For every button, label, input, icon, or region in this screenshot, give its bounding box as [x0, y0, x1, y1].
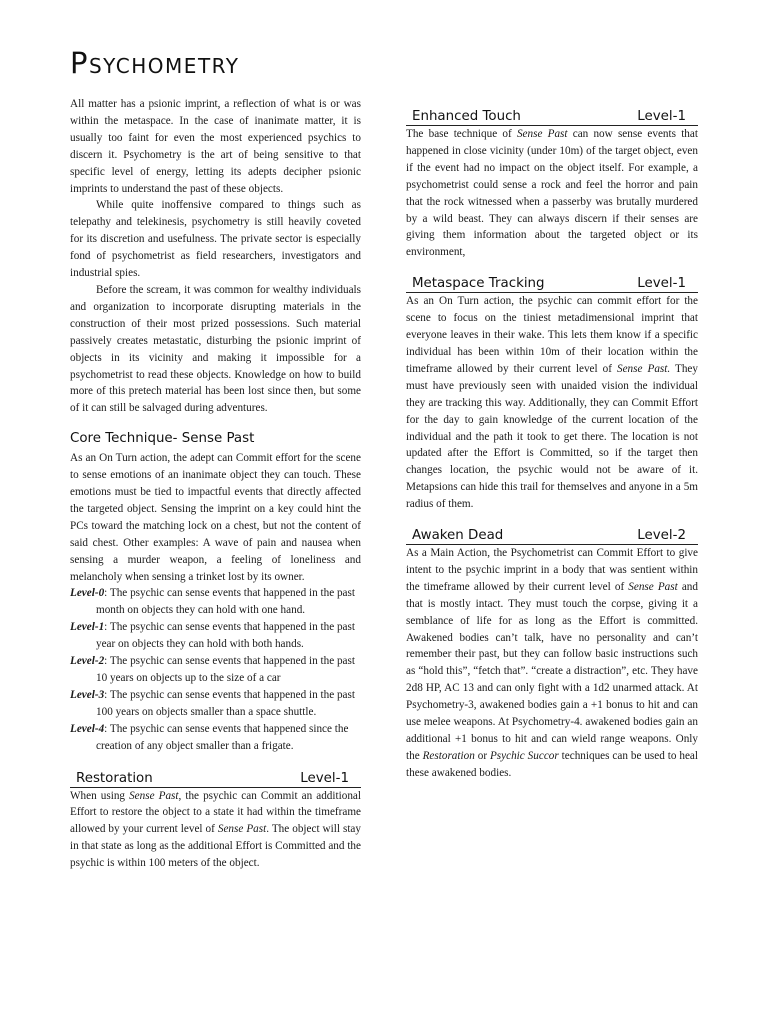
level-0-text: : The psychic can sense events that happened in the past month on objects they can hold with one hand.: [96, 587, 355, 617]
awaken-dead-emphasis-3: Psychic Succor: [489, 749, 559, 762]
restoration-emphasis-2: Sense Past: [217, 823, 267, 836]
restoration-text-2: , the psychic can Commit an additional Effort to restore the object to a state it had within the timeframe allowed by your current level of: [70, 789, 361, 836]
metaspace-tracking-body: [406, 293, 698, 513]
enhanced-touch-name: Enhanced Touch: [412, 109, 521, 124]
awaken-dead-text-1: As a Main Action, the Psychometrist can Commit Effort to give intent to the psychic imprint in a body that was sentient within the timeframe allowed by their current level of: [406, 547, 698, 593]
awaken-dead-text-2: and that is mostly intact. They must touch the corpse, giving it a semblance of life for as long as the Effort is committed. Awakened bodies can’t talk, have no personality and can’t remember their past, but they can follow basic instructions such as “hold this”, “fetch that”. “create a distraction”, etc. They have 2d8 HP, AC 13 and can only fight with a 1d2 unarmed attack. At Psychometry-3, awakened bodies gain a +1 bonus to hit and can use melee weapons. At Psychometry-4. awakened bodies gain an additional +1 bonus to hit and can wield range weapons. Only the: [406, 580, 698, 762]
level-1-text: : The psychic can sense events that happened in the past year on objects they can hold with both hands.: [96, 621, 355, 651]
restoration-text-1: When using: [70, 789, 130, 802]
level-1-entry: [70, 619, 361, 653]
awaken-dead-emphasis-1: Sense Past: [628, 580, 678, 593]
level-4-entry: [70, 721, 361, 755]
enhanced-touch-text-2: can now sense events that happened in close vicinity (under 10m) of the target object, even if the event had no impact on the object itself. For example, a psychometrist could sense a rock and feel the horror and pain that the rock witnessed when a passerby was brutally murdered by a wild beast. They can always discern if their senses are giving them information about the targeted object or its environment,: [406, 128, 698, 259]
level-2-entry: [70, 653, 361, 687]
level-3-label: Level-3: [70, 688, 105, 701]
level-0-entry: [70, 585, 361, 619]
restoration-body: [70, 788, 361, 873]
restoration-name: Restoration: [76, 770, 153, 786]
level-4-label: Level-4: [70, 722, 105, 735]
level-2-text: : The psychic can sense events that happened in the past 10 years on objects up to the size of a car: [96, 655, 355, 684]
level-3-entry: [70, 687, 361, 721]
intro-paragraph-3: Before the scream, it was common for wealthy individuals and organization to incorporate disrupting materials in the construction of their most prized possessions. Such material passively creates metastatic, disturbing the psionic imprint of objects in its vicinity and making it impossible for a psychometrist to read these objects. Knowledge on how to build more of this pretech material has been lost since then, but some of it can still be salvaged during adventures.: [70, 283, 361, 415]
awaken-dead-name: Awaken Dead: [412, 528, 504, 544]
level-2-label: Level-2: [70, 655, 105, 668]
restoration-text-3: . The object will stay in that state as long as the additional Effort is Committed and the psychic is within 100 meters of the object.: [70, 823, 361, 870]
metaspace-tracking-emphasis-1: Sense Past.: [616, 362, 671, 375]
restoration-emphasis-1: Sense Past: [129, 789, 179, 802]
level-0-label: Level-0: [70, 587, 105, 600]
enhanced-touch-text-1: The base technique of: [406, 128, 517, 140]
awaken-dead-heading: [406, 528, 698, 545]
page-title: Psychometry: [70, 46, 240, 80]
metaspace-tracking-text-1: As an On Turn action, the psychic can commit effort for the scene to focus on the tiniest metadimensional imprint that everyone leaves in their wake. This lets them know if a specific individual has been within 10m of their location within the timeframe allowed by their current level of: [406, 295, 698, 375]
metaspace-tracking-text-2: They must have previously seen with unaided vision the individual they are tracking this way. Additionally, they can Commit Effort for the day to gain knowledge of the current location of the individual and the path it took to get there. The location is not updated after the Effort is Committed, so if the target then changes location, the psychic would not be aware of it. Metapsions can hide this trail for themselves and anyone in a 5m radius of them.: [406, 362, 698, 511]
metaspace-tracking-heading: [406, 276, 698, 293]
awaken-dead-level: Level-2: [637, 528, 686, 544]
level-3-text: : The psychic can sense events that happened in the past 100 years on objects smaller than a space shuttle.: [96, 688, 355, 718]
left-column: [70, 0, 361, 872]
metaspace-tracking-name: Metaspace Tracking: [412, 276, 545, 292]
enhanced-touch-body: [406, 126, 698, 261]
restoration-heading: [70, 771, 361, 788]
level-1-label: Level-1: [70, 621, 105, 634]
intro-paragraph-1: All matter has a psionic imprint, a reflection of what is or was within the metaspace. In the case of inanimate matter, it is usually too faint for even the most experienced psychics to discern it. Psychometry is the art of being sensitive to that specific level of energy, letting its adepts decipher psionic imprints to understand the past of these objects.: [70, 98, 361, 195]
right-column: [406, 0, 698, 782]
level-4-text: : The psychic can sense events that happened since the creation of any object smaller than a frigate.: [96, 722, 349, 752]
awaken-dead-text-3: or: [474, 749, 490, 762]
enhanced-touch-heading: [406, 109, 698, 126]
awaken-dead-text-4: techniques can be used to heal these awakened bodies.: [406, 749, 699, 779]
intro-paragraph-2: While quite inoffensive compared to things such as telepathy and telekinesis, psychometry is still heavily coveted for its discretion and usefulness. The private sector is especially fond of psychometrist as field researchers, investigators and industrial spies.: [70, 199, 361, 280]
core-technique-body: As an On Turn action, the adept can Commit effort for the scene to sense emotions of an inanimate object they can touch. These emotions must be tied to impactful events that directly affected the targeted object. Sensing the imprint on a key could hint the PCs toward the matching lock on a chest, but not the content of said chest. Other examples: A wave of pain and nausea when sensing a murder weapon, a feeling of loneliness and melancholy when sensing a trinket lost by its owner.: [70, 452, 361, 583]
enhanced-touch-level: Level-1: [637, 109, 686, 124]
restoration-level: Level-1: [300, 770, 349, 786]
core-technique-heading: Core Technique- Sense Past: [70, 431, 255, 447]
enhanced-touch-emphasis-1: Sense Past: [516, 128, 568, 140]
metaspace-tracking-level: Level-1: [637, 276, 686, 292]
awaken-dead-emphasis-2: Restoration: [422, 749, 475, 762]
awaken-dead-body: [406, 545, 698, 782]
